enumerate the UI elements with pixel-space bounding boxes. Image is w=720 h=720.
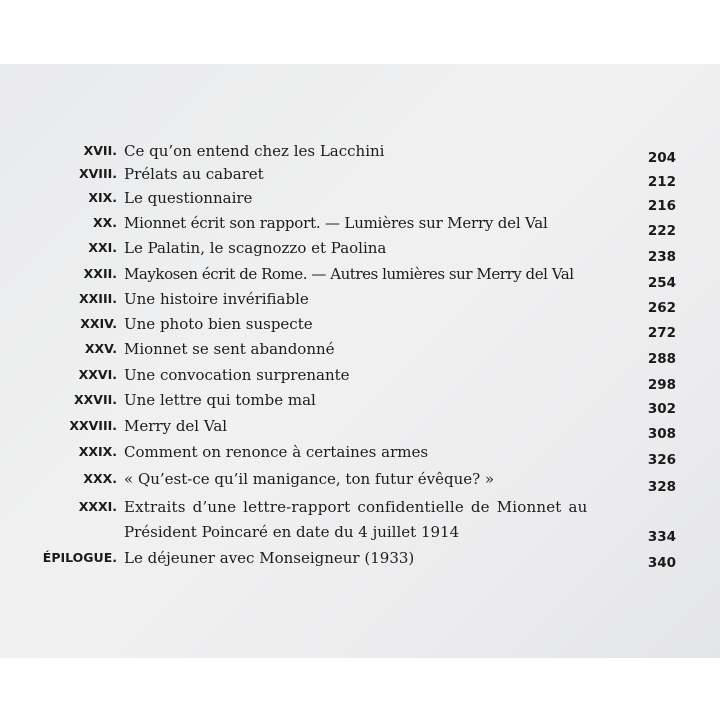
chapter-title: Extraits d’une lettre-rapport confidentielle de Mionnet au	[124, 498, 588, 516]
chapter-number: XXI.	[88, 240, 117, 255]
toc-entry	[0, 387, 720, 417]
page-number: 222	[647, 223, 676, 239]
chapter-title: Le questionnaire	[124, 189, 253, 207]
toc-entry	[0, 286, 720, 316]
page-number: 254	[647, 275, 676, 291]
toc-entry	[0, 466, 720, 495]
chapter-number: XXIV.	[80, 316, 117, 331]
page-number: 212	[647, 174, 676, 190]
page-number: 298	[647, 377, 676, 393]
toc-entry	[0, 413, 720, 442]
chapter-title: Ce qu’on entend chez les Lacchini	[124, 142, 385, 160]
chapter-title: Maykosen écrit de Rome. — Autres lumières sur Merry del Val	[124, 265, 574, 283]
chapter-title: Une lettre qui tombe mal	[124, 391, 316, 409]
chapter-title: Une photo bien suspecte	[124, 315, 313, 333]
toc-entry	[0, 362, 720, 393]
page-number: 288	[647, 351, 676, 367]
toc-entry	[0, 235, 720, 265]
chapter-number: XXVII.	[74, 392, 117, 407]
chapter-title: Le déjeuner avec Monseigneur (1933)	[124, 549, 415, 567]
chapter-number: XIX.	[88, 190, 117, 205]
chapter-number: XXVI.	[78, 367, 117, 382]
chapter-title-continued: Président Poincaré en date du 4 juillet 1914	[124, 523, 460, 541]
chapter-number: XXV.	[84, 341, 117, 356]
chapter-title: « Qu’est-ce qu’il manigance, ton futur évêque? »	[124, 470, 495, 488]
chapter-number: XXX.	[83, 471, 117, 486]
chapter-title: Une convocation surprenante	[124, 366, 350, 384]
toc-entry	[0, 311, 720, 341]
toc-entry	[0, 261, 720, 291]
page-number: 262	[647, 300, 676, 316]
chapter-title: Mionnet se sent abandonné	[124, 340, 335, 358]
chapter-title: Prélats au cabaret	[124, 165, 264, 183]
page-number: 334	[647, 529, 676, 545]
chapter-title: Une histoire invérifiable	[124, 290, 309, 308]
page-number: 340	[647, 555, 676, 571]
toc-entry	[0, 494, 720, 546]
toc-entry	[0, 336, 720, 367]
chapter-number: XXXI.	[78, 499, 117, 514]
toc-entry	[0, 545, 720, 571]
chapter-title: Comment on renonce à certaines armes	[124, 443, 429, 461]
chapter-title: Mionnet écrit son rapport. — Lumières sur Merry del Val	[124, 214, 548, 232]
page-number: 302	[647, 401, 676, 417]
page-number: 272	[647, 325, 676, 341]
toc-entry	[0, 439, 720, 468]
chapter-number: XVII.	[83, 143, 117, 158]
page-number: 308	[647, 426, 676, 442]
toc-entry	[0, 185, 720, 214]
page-number: 328	[647, 479, 676, 495]
chapter-number: XX.	[92, 215, 117, 230]
chapter-title: Merry del Val	[124, 417, 228, 435]
page-number: 216	[647, 198, 676, 214]
book-page	[0, 64, 720, 658]
toc-entry	[0, 161, 720, 190]
chapter-number: ÉPILOGUE.	[42, 550, 117, 565]
toc-entry	[0, 210, 720, 239]
chapter-number: XXVIII.	[69, 418, 117, 433]
chapter-number: XXIX.	[78, 444, 117, 459]
chapter-number: XXIII.	[79, 291, 117, 306]
chapter-number: XXII.	[83, 266, 117, 281]
page-number: 326	[647, 452, 676, 468]
page-number: 204	[647, 150, 676, 166]
page-number: 238	[647, 249, 676, 265]
chapter-number: XVIII.	[78, 166, 117, 181]
chapter-title: Le Palatin, le scagnozzo et Paolina	[124, 239, 387, 257]
